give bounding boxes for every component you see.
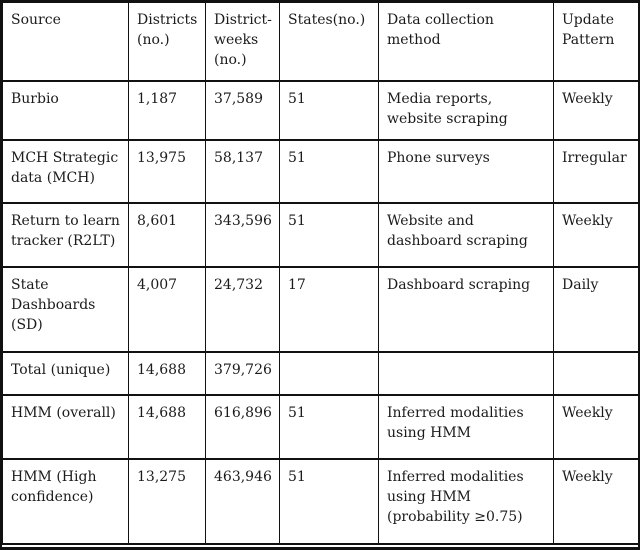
table-cell: 51 [280,459,379,544]
table-cell: Burbio [3,81,129,140]
table-cell: 51 [280,81,379,140]
table-cell: 13,975 [129,140,206,203]
table-cell: Inferred modalities using HMM [379,395,554,459]
column-header-states: States(no.) [280,3,379,81]
table-row [3,459,639,544]
table-cell [280,352,379,395]
table-cell: 14,688 [129,395,206,459]
table-cell: 51 [280,203,379,266]
table-cell: 8,601 [129,203,206,266]
table-cell: Total (unique) [3,352,129,395]
column-header-source: Source [3,3,129,81]
table-cell: Media reports, website scraping [379,81,554,140]
table-row [3,81,639,140]
table-cell: Return to learn tracker (R2LT) [3,203,129,266]
table-cell: Website and dashboard scraping [379,203,554,266]
table-cell: Weekly [554,459,639,544]
table-cell: 13,275 [129,459,206,544]
table-cell: 17 [280,267,379,352]
table-cell: 379,726 [206,352,280,395]
column-header-districts: Districts (no.) [129,3,206,81]
table-cell: 37,589 [206,81,280,140]
table-cell: Weekly [554,81,639,140]
table-row [3,140,639,203]
column-header-district-weeks: District-weeks (no.) [206,3,280,81]
sources-table [2,2,639,545]
table-cell: Inferred modalities using HMM (probability ≥0.75) [379,459,554,544]
table-cell: Weekly [554,395,639,459]
table-cell: 1,187 [129,81,206,140]
table-cell: Daily [554,267,639,352]
table-cell: 58,137 [206,140,280,203]
table-cell: HMM (High confidence) [3,459,129,544]
table-cell: MCH Strategic data (MCH) [3,140,129,203]
table-row [3,352,639,395]
table-cell: 51 [280,140,379,203]
table-cell: Dashboard scraping [379,267,554,352]
table-cell: 4,007 [129,267,206,352]
table-cell [554,352,639,395]
table-cell: HMM (overall) [3,395,129,459]
table-cell: Weekly [554,203,639,266]
table-cell: 24,732 [206,267,280,352]
table-cell: Irregular [554,140,639,203]
table-cell: State Dashboards (SD) [3,267,129,352]
header-row [3,3,639,81]
table-cell [379,352,554,395]
table-cell: 463,946 [206,459,280,544]
table-row [3,267,639,352]
table-cell: 14,688 [129,352,206,395]
table-row [3,203,639,266]
column-header-update-pattern: Update Pattern [554,3,639,81]
table-cell: 616,896 [206,395,280,459]
table-row [3,395,639,459]
column-header-method: Data collection method [379,3,554,81]
table-cell: 343,596 [206,203,280,266]
table-cell: 51 [280,395,379,459]
table-cell: Phone surveys [379,140,554,203]
